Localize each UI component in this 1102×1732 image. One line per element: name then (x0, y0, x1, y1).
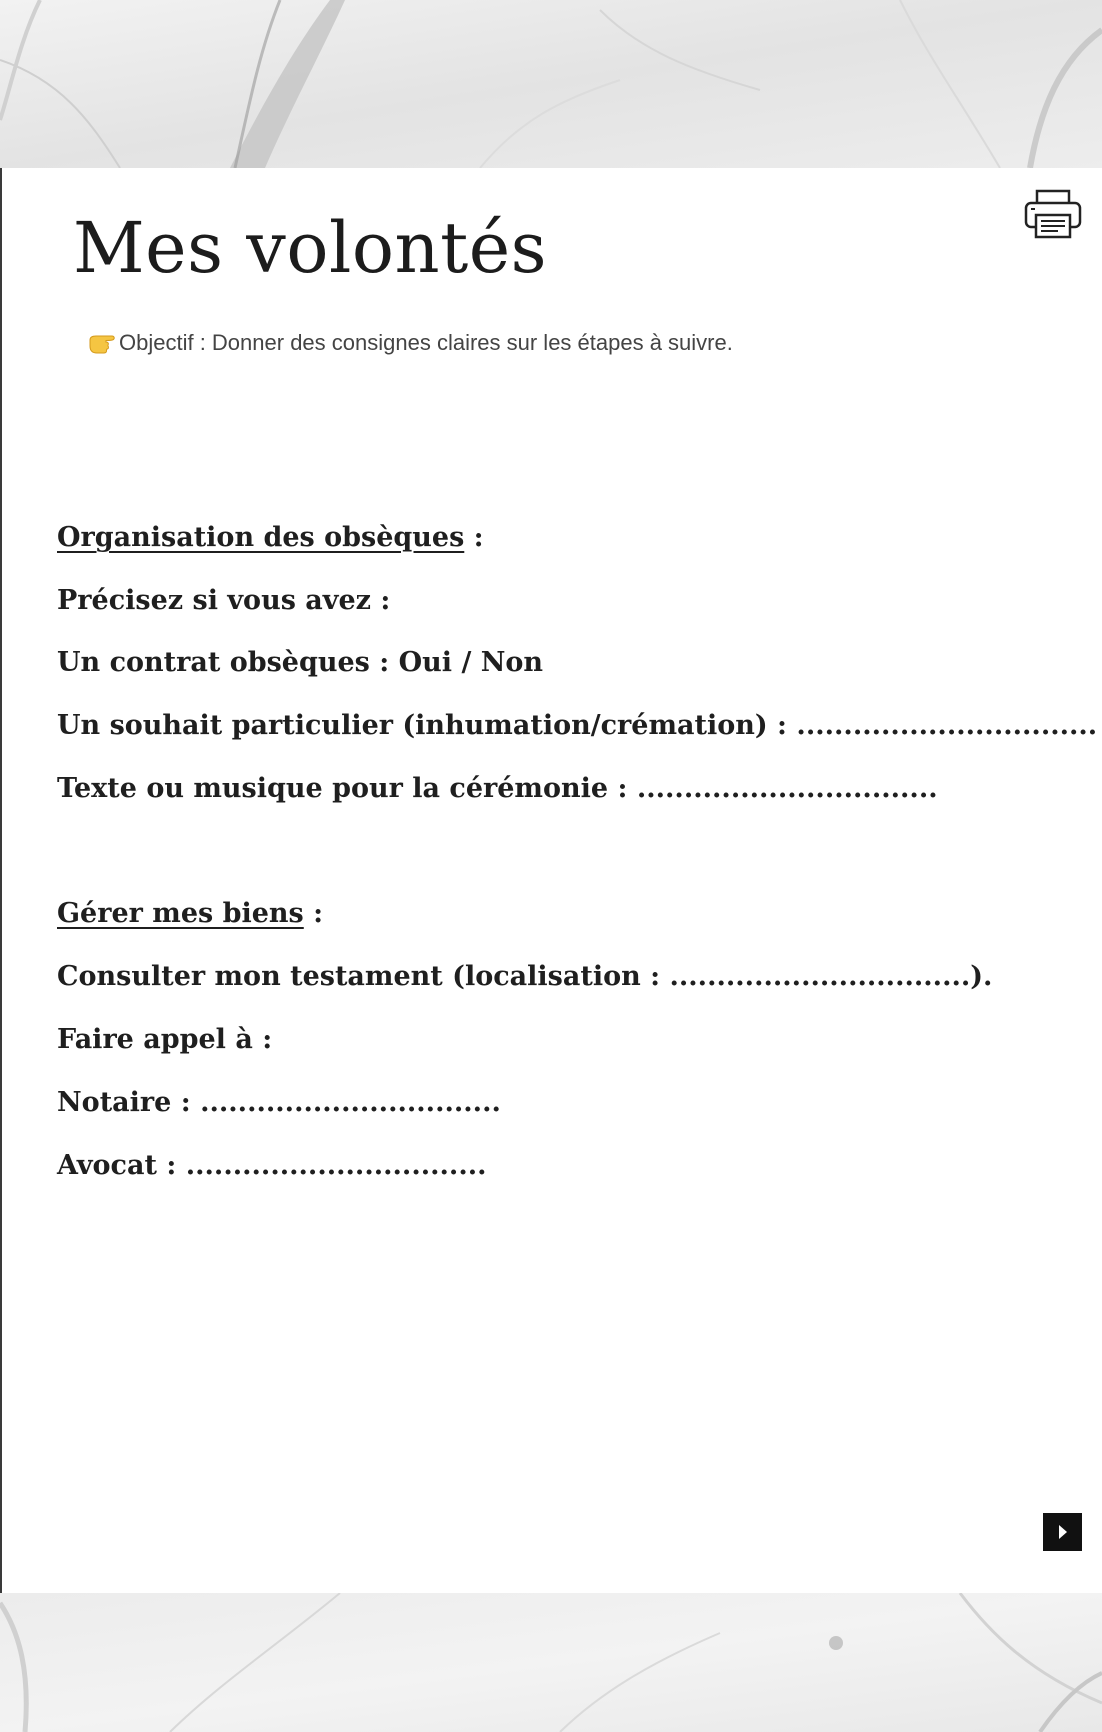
estate-heading-text: Gérer mes biens (57, 898, 304, 929)
estate-line-notary: Notaire : ................................ (57, 1087, 501, 1118)
print-button[interactable] (1022, 188, 1084, 240)
funeral-line-wish: Un souhait particulier (inhumation/crémation) : ................................ (57, 710, 1098, 741)
page-panel (0, 168, 1102, 1593)
page-title: Mes volontés (73, 207, 548, 289)
estate-heading-suffix: : (303, 898, 324, 929)
backhand-index-pointing-right-icon (88, 332, 116, 354)
estate-section-heading (57, 894, 323, 934)
estate-line-appeal: Faire appel à : (57, 1024, 273, 1055)
objective-text: Objectif : Donner des consignes claires sur les étapes à suivre. (119, 330, 733, 355)
objective-line (88, 327, 733, 359)
funeral-line-intro: Précisez si vous avez : (57, 585, 391, 616)
play-arrow-icon (1058, 1525, 1068, 1539)
estate-line-lawyer: Avocat : ................................ (57, 1150, 487, 1181)
printer-icon (1022, 188, 1084, 240)
marble-header-background (0, 0, 1102, 168)
funeral-line-contract: Un contrat obsèques : Oui / Non (57, 647, 544, 678)
next-page-button[interactable] (1043, 1513, 1082, 1551)
funeral-line-ceremony: Texte ou musique pour la cérémonie : ................................ (57, 773, 938, 804)
marble-footer-background (0, 1593, 1102, 1732)
estate-line-testament: Consulter mon testament (localisation : ................................). (57, 961, 993, 992)
funeral-heading-text: Organisation des obsèques (57, 522, 465, 553)
funeral-section-heading (57, 518, 484, 558)
funeral-heading-suffix: : (464, 522, 484, 553)
